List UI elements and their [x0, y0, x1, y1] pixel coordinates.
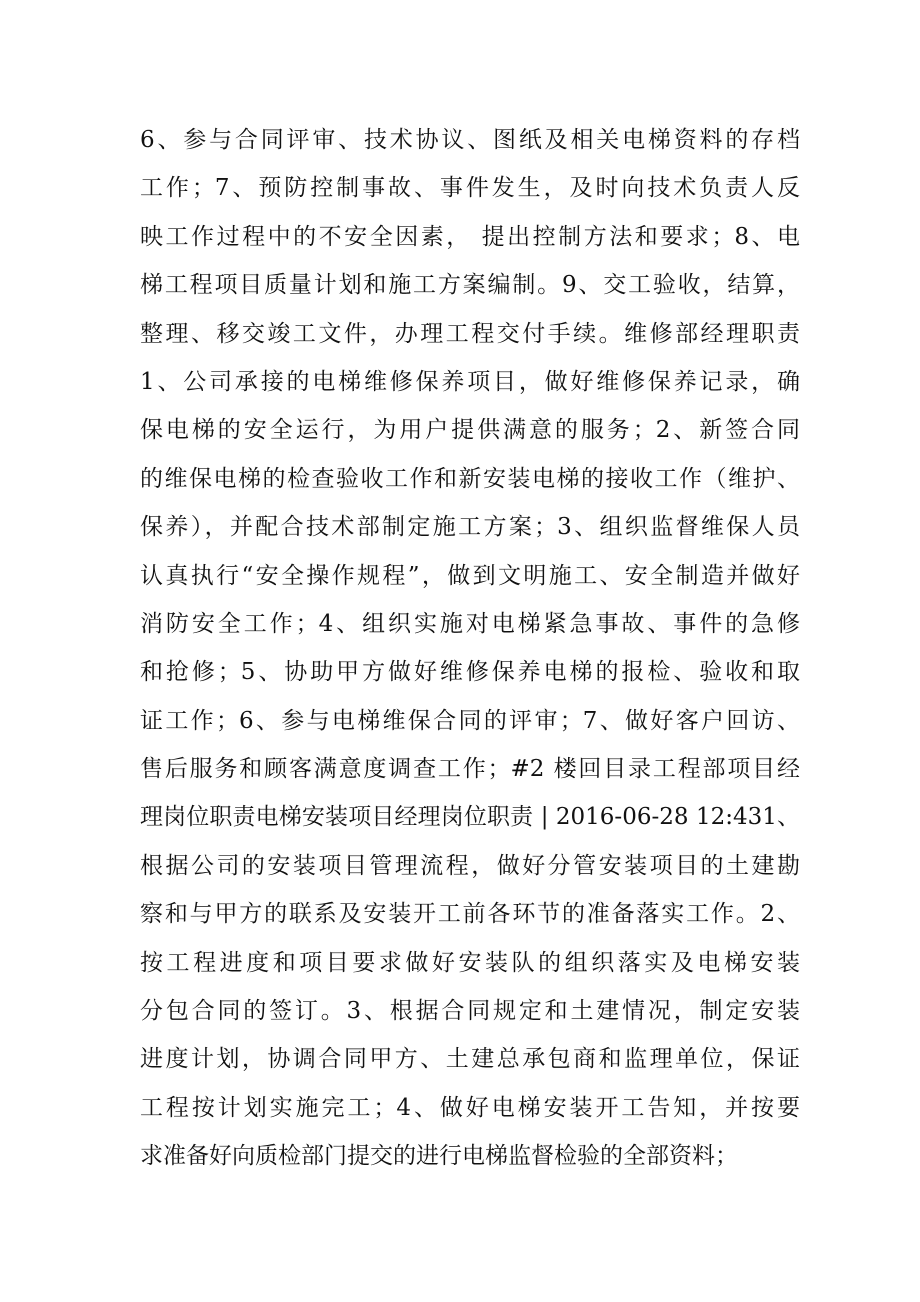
- text-line: 工作；7、预防控制事故、事件发生，及时向技术负责人反: [140, 175, 800, 202]
- body-text: [140, 116, 800, 1181]
- text-line: 的维保电梯的检查验收工作和新安装电梯的接收工作（维护、: [140, 465, 800, 492]
- text-line: 求准备好向质检部门提交的进行电梯监督检验的全部资料；: [140, 1143, 738, 1170]
- text-line: 察和与甲方的联系及安装开工前各环节的准备落实工作。2、: [140, 901, 800, 928]
- text-line: 保养），并配合技术部制定施工方案；3、组织监督维保人员: [140, 514, 800, 541]
- text-line: 根据公司的安装项目管理流程，做好分管安装项目的土建勘: [140, 852, 800, 879]
- text-line: 售后服务和顾客满意度调查工作；#2 楼回目录工程部项目经: [140, 756, 800, 783]
- text-line: 按工程进度和项目要求做好安装队的组织落实及电梯安装: [140, 949, 800, 976]
- text-line: 消防安全工作；4、组织实施对电梯紧急事故、事件的急修: [140, 610, 800, 637]
- text-line: 和抢修；5、协助甲方做好维修保养电梯的报检、验收和取: [140, 659, 800, 686]
- text-line: 理岗位职责电梯安装项目经理岗位职责 | 2016-06-28 12:431、: [140, 804, 800, 831]
- text-line: 1、公司承接的电梯维修保养项目，做好维修保养记录，确: [140, 368, 800, 395]
- text-line: 映工作过程中的不安全因素， 提出控制方法和要求；8、电: [140, 223, 800, 250]
- text-line: 工程按计划实施完工；4、做好电梯安装开工告知，并按要: [140, 1094, 800, 1121]
- text-line: 认真执行“安全操作规程”，做到文明施工、安全制造并做好: [140, 562, 800, 589]
- text-line: 梯工程项目质量计划和施工方案编制。9、交工验收，结算，: [140, 272, 800, 299]
- text-line: 进度计划，协调合同甲方、土建总承包商和监理单位，保证: [140, 1046, 800, 1073]
- text-line: 保电梯的安全运行，为用户提供满意的服务；2、新签合同: [140, 417, 800, 444]
- text-line: 分包合同的签订。3、根据合同规定和土建情况，制定安装: [140, 998, 800, 1025]
- text-line: 6、参与合同评审、技术协议、图纸及相关电梯资料的存档: [140, 127, 800, 153]
- text-line: 证工作；6、参与电梯维保合同的评审；7、做好客户回访、: [140, 707, 800, 734]
- text-line: 整理、移交竣工文件，办理工程交付手续。维修部经理职责: [140, 320, 800, 347]
